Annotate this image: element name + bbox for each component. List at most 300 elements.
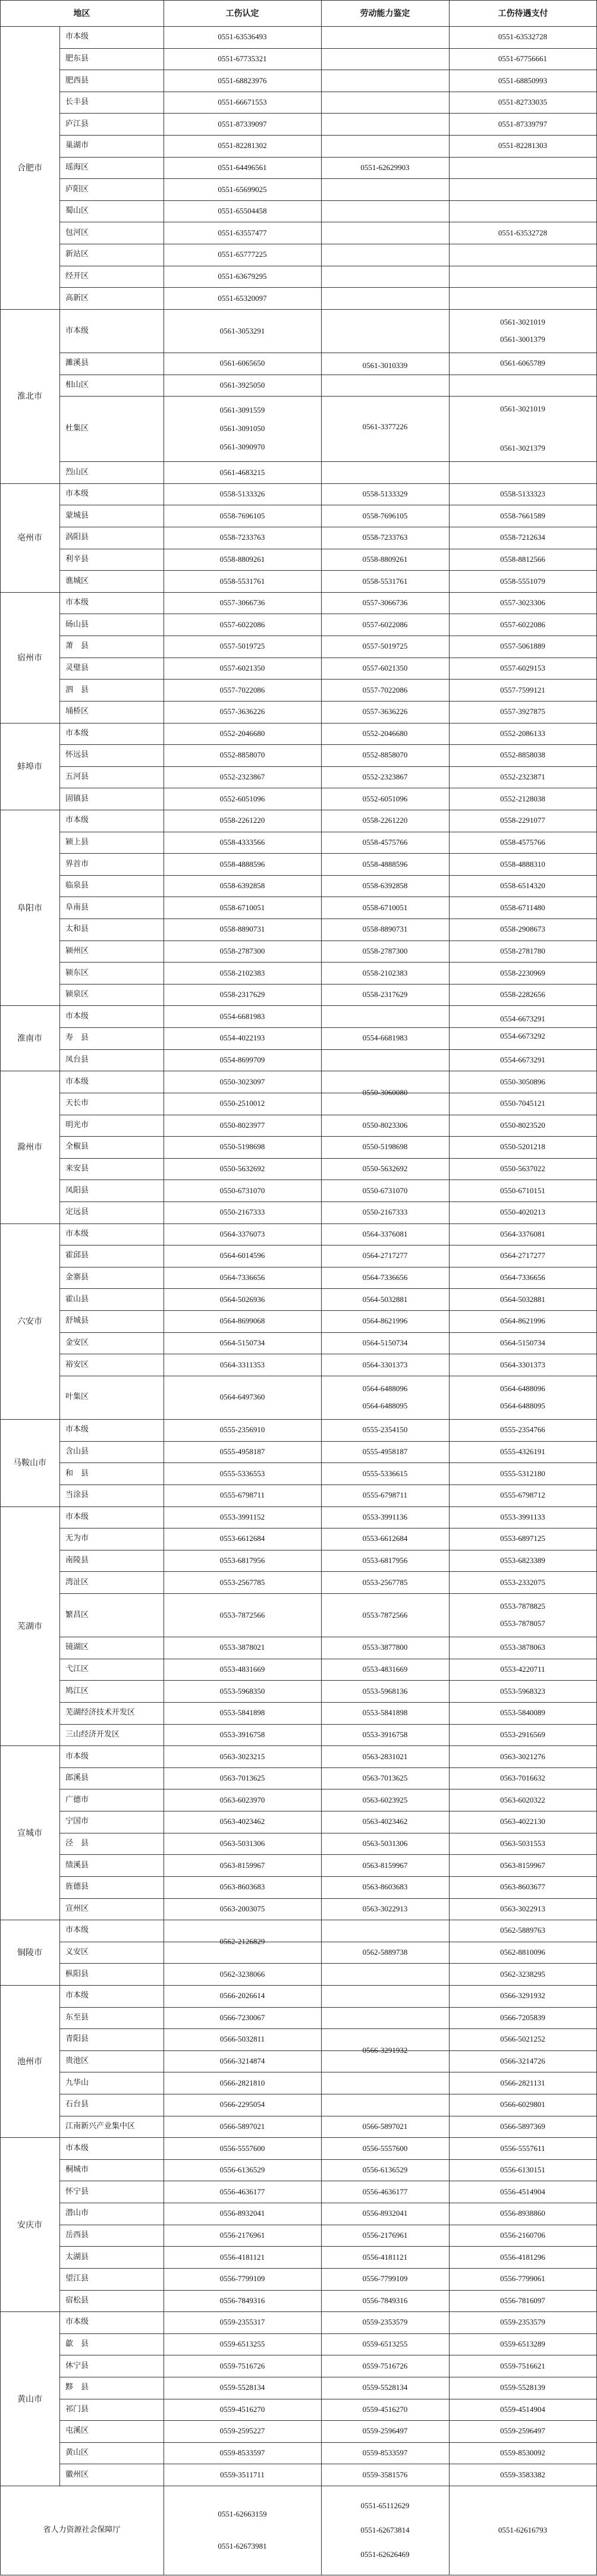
benefit-cell	[449, 2181, 596, 2203]
cell-text: 0556-2160706	[500, 2230, 545, 2240]
labor-ability-cell	[321, 2159, 449, 2181]
labor-ability-cell	[321, 1745, 449, 1767]
benefit-cell	[449, 1376, 596, 1419]
cell-text: 和 县	[65, 1468, 89, 1478]
benefit-cell	[449, 2442, 596, 2464]
benefit-cell	[449, 2399, 596, 2421]
cell-text: 杜集区	[65, 424, 89, 433]
labor-ability-cell	[321, 897, 449, 919]
labor-ability-cell	[321, 1115, 449, 1137]
labor-ability-cell	[321, 592, 449, 614]
district-cell	[59, 287, 164, 309]
labor-ability-cell	[321, 1571, 449, 1593]
cell-text: 0554-6673291	[500, 1055, 545, 1064]
benefit-cell	[449, 1898, 596, 1920]
cell-text: 市本级	[65, 1926, 89, 1935]
cell-text: 市本级	[65, 728, 89, 738]
cell-text: 0550-2510012	[219, 1099, 265, 1108]
district-cell	[59, 527, 164, 549]
district-cell	[59, 2094, 164, 2116]
benefit-cell	[449, 570, 596, 592]
cell-text: 0551-62663159	[218, 2509, 267, 2518]
work-injury-cell	[164, 2203, 321, 2225]
work-injury-cell	[164, 679, 321, 701]
cell-text: 0558-2102383	[362, 968, 408, 977]
work-injury-cell	[164, 113, 321, 135]
district-cell	[59, 1680, 164, 1702]
cell-text: 青阳县	[65, 2034, 89, 2044]
cell-text: 南陵县	[65, 1556, 89, 1565]
labor-ability-cell	[321, 1680, 449, 1702]
cell-text: 0550-6731070	[219, 1185, 265, 1195]
cell-text: 0558-7233763	[362, 533, 408, 542]
cell-text: 蒙城县	[65, 511, 89, 520]
benefit-cell	[449, 2333, 596, 2355]
labor-ability-cell	[321, 2268, 449, 2290]
labor-ability-cell	[321, 2203, 449, 2225]
district-cell	[59, 875, 164, 897]
cell-text: 0553-4220711	[500, 1665, 545, 1674]
cell-text: 0556-8938860	[500, 2209, 545, 2218]
cell-text: 0563-4023462	[362, 1817, 408, 1826]
benefit-cell	[449, 1332, 596, 1354]
work-injury-cell	[164, 1724, 321, 1746]
district-cell	[59, 1659, 164, 1681]
labor-ability-cell	[321, 1702, 449, 1724]
labor-ability-cell	[321, 2116, 449, 2138]
cell-text: 0550-3023097	[219, 1077, 265, 1086]
cell-text: 屯溪区	[65, 2426, 89, 2436]
cell-text: 0563-6023925	[362, 1795, 408, 1804]
work-injury-cell	[164, 614, 321, 636]
labor-ability-cell	[321, 701, 449, 723]
cell-text: 0551-64496561	[218, 162, 267, 172]
work-injury-cell	[164, 1963, 321, 1985]
cell-text: 0563-3023215	[219, 1751, 265, 1761]
cell-text: 0553-5968350	[219, 1686, 265, 1696]
cell-text: 0551-68823976	[218, 76, 267, 85]
benefit-cell	[449, 1093, 596, 1115]
district-cell	[59, 1071, 164, 1093]
cell-text: 0553-7872566	[362, 1610, 408, 1619]
cell-text: 宣州区	[65, 1904, 89, 1913]
labor-ability-cell	[321, 1158, 449, 1180]
cell-text: 0555-2354150	[362, 1425, 408, 1435]
cell-text: 0564-3376073	[219, 1229, 265, 1238]
cell-text: 0564-7336656	[500, 1273, 545, 1282]
work-injury-cell	[164, 1506, 321, 1528]
district-cell	[59, 1115, 164, 1137]
cell-text: 0558-4575766	[362, 837, 408, 847]
labor-ability-cell	[321, 2420, 449, 2442]
cell-text: 0564-5150734	[362, 1338, 408, 1347]
benefit-cell	[449, 1245, 596, 1267]
work-injury-cell	[164, 2225, 321, 2247]
cell-text: 0551-87339797	[498, 119, 548, 128]
cell-text: 0559-8530092	[500, 2448, 545, 2458]
cell-text: 0562-5889738	[362, 1948, 408, 1957]
cell-text: 0566-5897021	[219, 2121, 265, 2131]
cell-text: 黄山区	[65, 2448, 89, 2458]
cell-text: 0558-4888310	[500, 859, 545, 869]
cell-text: 市本级	[65, 1229, 89, 1238]
benefit-cell	[449, 1550, 596, 1572]
work-injury-cell	[164, 919, 321, 941]
cell-text: 0555-2354766	[500, 1425, 545, 1435]
cell-text: 0557-3066736	[362, 598, 408, 608]
cell-text: 0563-5031553	[500, 1838, 545, 1848]
cell-text: 0550-6731070	[362, 1185, 408, 1195]
cell-text: 巢湖市	[65, 141, 89, 150]
cell-text: 0559-7516621	[500, 2361, 545, 2370]
cell-text: 0564-5150734	[500, 1338, 545, 1347]
labor-ability-cell	[321, 483, 449, 505]
work-injury-cell	[164, 2355, 321, 2377]
cell-text: 市本级	[65, 2143, 89, 2153]
cell-text: 0559-5528139	[500, 2383, 545, 2392]
cell-text: 0552-2046680	[362, 728, 408, 738]
labor-ability-cell	[321, 1898, 449, 1920]
benefit-cell	[449, 1267, 596, 1289]
work-injury-cell	[164, 1158, 321, 1180]
cell-text: 0551-63536493	[218, 32, 267, 42]
benefit-cell	[449, 2268, 596, 2290]
district-cell	[59, 2007, 164, 2029]
district-cell	[59, 2028, 164, 2050]
labor-ability-cell	[321, 984, 449, 1006]
benefit-cell	[449, 1223, 596, 1245]
work-injury-cell	[164, 2268, 321, 2290]
work-injury-cell	[164, 1637, 321, 1659]
district-cell	[59, 1593, 164, 1637]
cell-text: 0564-7336656	[219, 1273, 265, 1282]
cell-text: 0555-5336615	[362, 1468, 408, 1478]
cell-text: 0553-6817956	[219, 1556, 265, 1565]
city-name: 淮南市	[17, 1034, 42, 1044]
labor-ability-cell	[321, 1550, 449, 1572]
work-injury-cell	[164, 2028, 321, 2050]
work-injury-cell	[164, 962, 321, 984]
cell-text: 金安区	[65, 1338, 89, 1347]
cell-text: 0558-8809261	[219, 554, 265, 564]
cell-text: 0563-4023462	[219, 1817, 265, 1826]
work-injury-cell	[164, 1115, 321, 1137]
work-injury-cell	[164, 1332, 321, 1354]
cell-text: 市本级	[65, 1011, 89, 1021]
labor-ability-cell	[321, 2399, 449, 2421]
district-cell	[59, 1985, 164, 2007]
labor-ability-cell	[321, 1462, 449, 1484]
district-cell	[59, 2333, 164, 2355]
cell-text: 0558-7212634	[500, 533, 545, 542]
benefit-cell	[449, 375, 596, 483]
cell-text: 义安区	[65, 1948, 89, 1957]
benefit-cell	[449, 48, 596, 70]
cell-text: 0563-3022913	[362, 1904, 408, 1913]
cell-text: 0551-65112629	[360, 2501, 410, 2510]
district-cell	[59, 2203, 164, 2225]
cell-text: 0552-2323871	[500, 772, 545, 782]
cell-text: 萧 县	[65, 641, 89, 651]
benefit-cell	[449, 1833, 596, 1855]
cell-text: 颍泉区	[65, 990, 89, 999]
cell-text: 0558-2291077	[500, 816, 545, 825]
cell-text: 当涂县	[65, 1490, 89, 1500]
work-injury-cell	[164, 636, 321, 658]
district-cell	[59, 1441, 164, 1463]
cell-text: 0559-2595227	[219, 2426, 265, 2436]
cell-text: 0551-62616793	[498, 2525, 548, 2534]
cell-text: 0552-2086133	[500, 728, 545, 738]
work-injury-cell	[164, 1419, 321, 1441]
cell-text: 三山经济开发区	[65, 1729, 120, 1739]
labor-ability-cell	[321, 941, 449, 963]
district-cell	[59, 962, 164, 984]
district-cell	[59, 2181, 164, 2203]
cell-text: 0566-5032811	[219, 2034, 265, 2044]
cell-text: 0556-7799109	[362, 2274, 408, 2284]
district-cell	[59, 2050, 164, 2072]
cell-text: 徽州区	[65, 2470, 89, 2479]
district-cell	[59, 570, 164, 592]
benefit-cell	[449, 70, 596, 92]
cell-text: 明光市	[65, 1120, 89, 1130]
cell-text: 0558-2317629	[362, 990, 408, 999]
district-cell	[59, 1354, 164, 1376]
work-injury-cell	[164, 309, 321, 353]
work-injury-cell	[164, 1223, 321, 1245]
cell-text: 0550-5201218	[500, 1142, 545, 1152]
cell-text: 0556-7799061	[500, 2274, 545, 2284]
work-injury-cell	[164, 1702, 321, 1724]
district-cell	[59, 1767, 164, 1789]
labor-ability-cell	[321, 1136, 449, 1158]
work-injury-cell	[164, 26, 321, 48]
work-injury-cell	[164, 2137, 321, 2159]
city-name: 安庆市	[17, 2220, 42, 2230]
cell-text: 0553-5841898	[219, 1708, 265, 1718]
district-cell	[59, 723, 164, 745]
benefit-cell	[449, 1920, 596, 1942]
district-cell	[59, 1376, 164, 1419]
cell-text: 0550-8023977	[219, 1120, 265, 1130]
cell-text: 含山县	[65, 1446, 89, 1456]
labor-ability-cell	[321, 744, 449, 766]
cell-text: 0564-5026936	[219, 1294, 265, 1304]
city-name: 蚌埠市	[17, 762, 42, 772]
district-cell	[59, 941, 164, 963]
cell-text: 怀远县	[65, 750, 89, 760]
work-injury-cell	[164, 1811, 321, 1833]
benefit-cell	[449, 1942, 596, 1964]
cell-text: 0564-2717277	[500, 1251, 545, 1260]
cell-text: 市本级	[65, 489, 89, 499]
labor-ability-cell	[321, 1332, 449, 1354]
cell-text: 0559-2353579	[362, 2317, 408, 2327]
cell-text: 0559-5528134	[219, 2383, 265, 2392]
cell-text: 全椒县	[65, 1142, 89, 1152]
benefit-cell	[449, 2094, 596, 2116]
cell-text: 0559-2596497	[362, 2426, 408, 2436]
district-cell	[59, 244, 164, 266]
cell-text: 0551-63679295	[218, 272, 267, 281]
benefit-cell	[449, 2072, 596, 2094]
labor-ability-cell	[321, 1789, 449, 1811]
work-injury-cell	[164, 1767, 321, 1789]
cell-text: 0564-6014596	[219, 1251, 265, 1260]
cell-text: 芜湖经济技术开发区	[65, 1708, 136, 1718]
district-cell	[59, 266, 164, 288]
cell-text: 0561-3021019	[500, 317, 545, 326]
cell-text: 0563-6020322	[500, 1795, 545, 1804]
cell-text: 0557-7022086	[362, 685, 408, 694]
benefit-cell	[449, 527, 596, 549]
cell-text: 0551-62673814	[360, 2525, 410, 2534]
labor-ability-cell	[321, 505, 449, 527]
city-name: 芜湖市	[17, 1621, 42, 1631]
cell-text: 颍上县	[65, 837, 89, 847]
cell-text: 休宁县	[65, 2361, 89, 2370]
cell-text: 0564-3301373	[362, 1360, 408, 1369]
benefit-cell	[449, 1680, 596, 1702]
benefit-cell	[449, 2007, 596, 2029]
labor-ability-cell	[321, 1005, 449, 1071]
cell-text: 0558-8809261	[362, 554, 408, 564]
benefit-cell	[449, 2116, 596, 2138]
cell-text: 潜山市	[65, 2209, 89, 2218]
city-name: 阜阳市	[17, 903, 42, 913]
work-injury-cell	[164, 2290, 321, 2312]
cell-text: 0558-5133326	[219, 489, 265, 499]
cell-text: 0554-6673291	[500, 1014, 545, 1023]
cell-text: 蜀山区	[65, 206, 89, 216]
district-cell	[59, 2464, 164, 2486]
labor-ability-cell	[321, 919, 449, 941]
cell-text: 市本级	[65, 326, 89, 335]
cell-text: 0564-5032881	[362, 1294, 408, 1304]
district-cell	[59, 1462, 164, 1484]
work-injury-cell	[164, 483, 321, 505]
cell-text: 0555-5312180	[500, 1468, 545, 1478]
cell-text: 0562-5889763	[500, 1926, 545, 1935]
cell-text: 0566-2821131	[500, 2078, 545, 2087]
cell-text: 0558-5133323	[500, 489, 545, 499]
cell-text: 0563-8603683	[219, 1882, 265, 1892]
cell-text: 0553-3916758	[219, 1729, 265, 1739]
benefit-cell	[449, 26, 596, 48]
cell-text: 0558-5531761	[362, 576, 408, 586]
cell-text: 市本级	[65, 1077, 89, 1086]
cell-text: 0557-3023306	[500, 598, 545, 608]
work-injury-cell	[164, 200, 321, 222]
labor-ability-cell	[321, 309, 449, 483]
cell-text: 颍东区	[65, 968, 89, 977]
work-injury-cell	[164, 1441, 321, 1463]
cell-text: 岳西县	[65, 2230, 89, 2240]
cell-text: 0555-6798712	[500, 1490, 545, 1500]
cell-text: 0558-4888596	[219, 859, 265, 869]
work-injury-cell	[164, 1267, 321, 1289]
cell-text: 0553-3878021	[219, 1643, 265, 1652]
work-injury-cell	[164, 1876, 321, 1898]
cell-text: 0562-8810096	[500, 1948, 545, 1957]
cell-text: 新站区	[65, 250, 89, 259]
labor-ability-cell	[321, 1876, 449, 1898]
benefit-cell	[449, 113, 596, 135]
cell-text: 寿 县	[65, 1033, 89, 1043]
cell-text: 0557-3927875	[500, 707, 545, 716]
cell-text: 0557-7022086	[219, 685, 265, 694]
cell-text: 0564-6497360	[219, 1392, 265, 1402]
work-injury-cell	[164, 1920, 321, 1963]
cell-text: 0555-5336553	[219, 1468, 265, 1478]
cell-text: 0553-5841898	[362, 1708, 408, 1718]
district-cell	[59, 658, 164, 680]
benefit-cell	[449, 2311, 596, 2333]
work-injury-cell	[164, 1354, 321, 1376]
district-cell	[59, 353, 164, 375]
cell-text: 市本级	[65, 2317, 89, 2327]
cell-text: 定远县	[65, 1207, 89, 1217]
cell-text: 濉溪县	[65, 358, 89, 368]
cell-text: 0559-6513255	[219, 2339, 265, 2349]
cell-text: 0558-2781780	[500, 946, 545, 955]
labor-ability-cell	[321, 1441, 449, 1463]
district-cell	[59, 2355, 164, 2377]
work-injury-cell	[164, 1462, 321, 1484]
labor-ability-cell	[321, 1854, 449, 1876]
work-injury-cell	[164, 2007, 321, 2029]
cell-text: 0557-3066736	[219, 598, 265, 608]
district-cell	[59, 2399, 164, 2421]
cell-text: 0566-6029801	[500, 2100, 545, 2109]
cell-text: 0556-8932041	[219, 2209, 265, 2218]
cell-text: 0556-7816097	[500, 2295, 545, 2305]
district-cell	[59, 48, 164, 70]
benefit-cell	[449, 701, 596, 723]
city-name: 黄山市	[17, 2394, 42, 2404]
labor-ability-cell	[321, 2464, 449, 2486]
work-injury-cell	[164, 2420, 321, 2442]
district-cell	[59, 200, 164, 222]
benefit-cell	[449, 941, 596, 963]
cell-text: 0564-8621996	[362, 1316, 408, 1326]
work-injury-cell	[164, 1180, 321, 1201]
cell-text: 0550-2167333	[362, 1207, 408, 1217]
city-name: 铜陵市	[17, 1948, 42, 1958]
district-cell	[59, 2159, 164, 2181]
cell-text: 0552-2323867	[219, 772, 265, 782]
cell-text: 裕安区	[65, 1360, 89, 1369]
benefit-cell	[449, 1180, 596, 1201]
cell-text: 肥西县	[65, 76, 89, 85]
footer-benefit-cell	[449, 2486, 596, 2575]
cell-text: 0561-3021019	[500, 404, 545, 414]
cell-text: 0558-4333566	[219, 837, 265, 847]
work-injury-cell	[164, 48, 321, 70]
cell-text: 鸠江区	[65, 1686, 89, 1696]
district-cell	[59, 766, 164, 788]
district-cell	[59, 1724, 164, 1746]
work-injury-cell	[164, 1571, 321, 1593]
district-cell	[59, 1920, 164, 1942]
cell-text: 0553-2567785	[362, 1577, 408, 1587]
work-injury-cell	[164, 1484, 321, 1506]
cell-text: 0558-5531761	[219, 576, 265, 586]
work-injury-cell	[164, 810, 321, 832]
district-cell	[59, 375, 164, 397]
district-cell	[59, 701, 164, 723]
